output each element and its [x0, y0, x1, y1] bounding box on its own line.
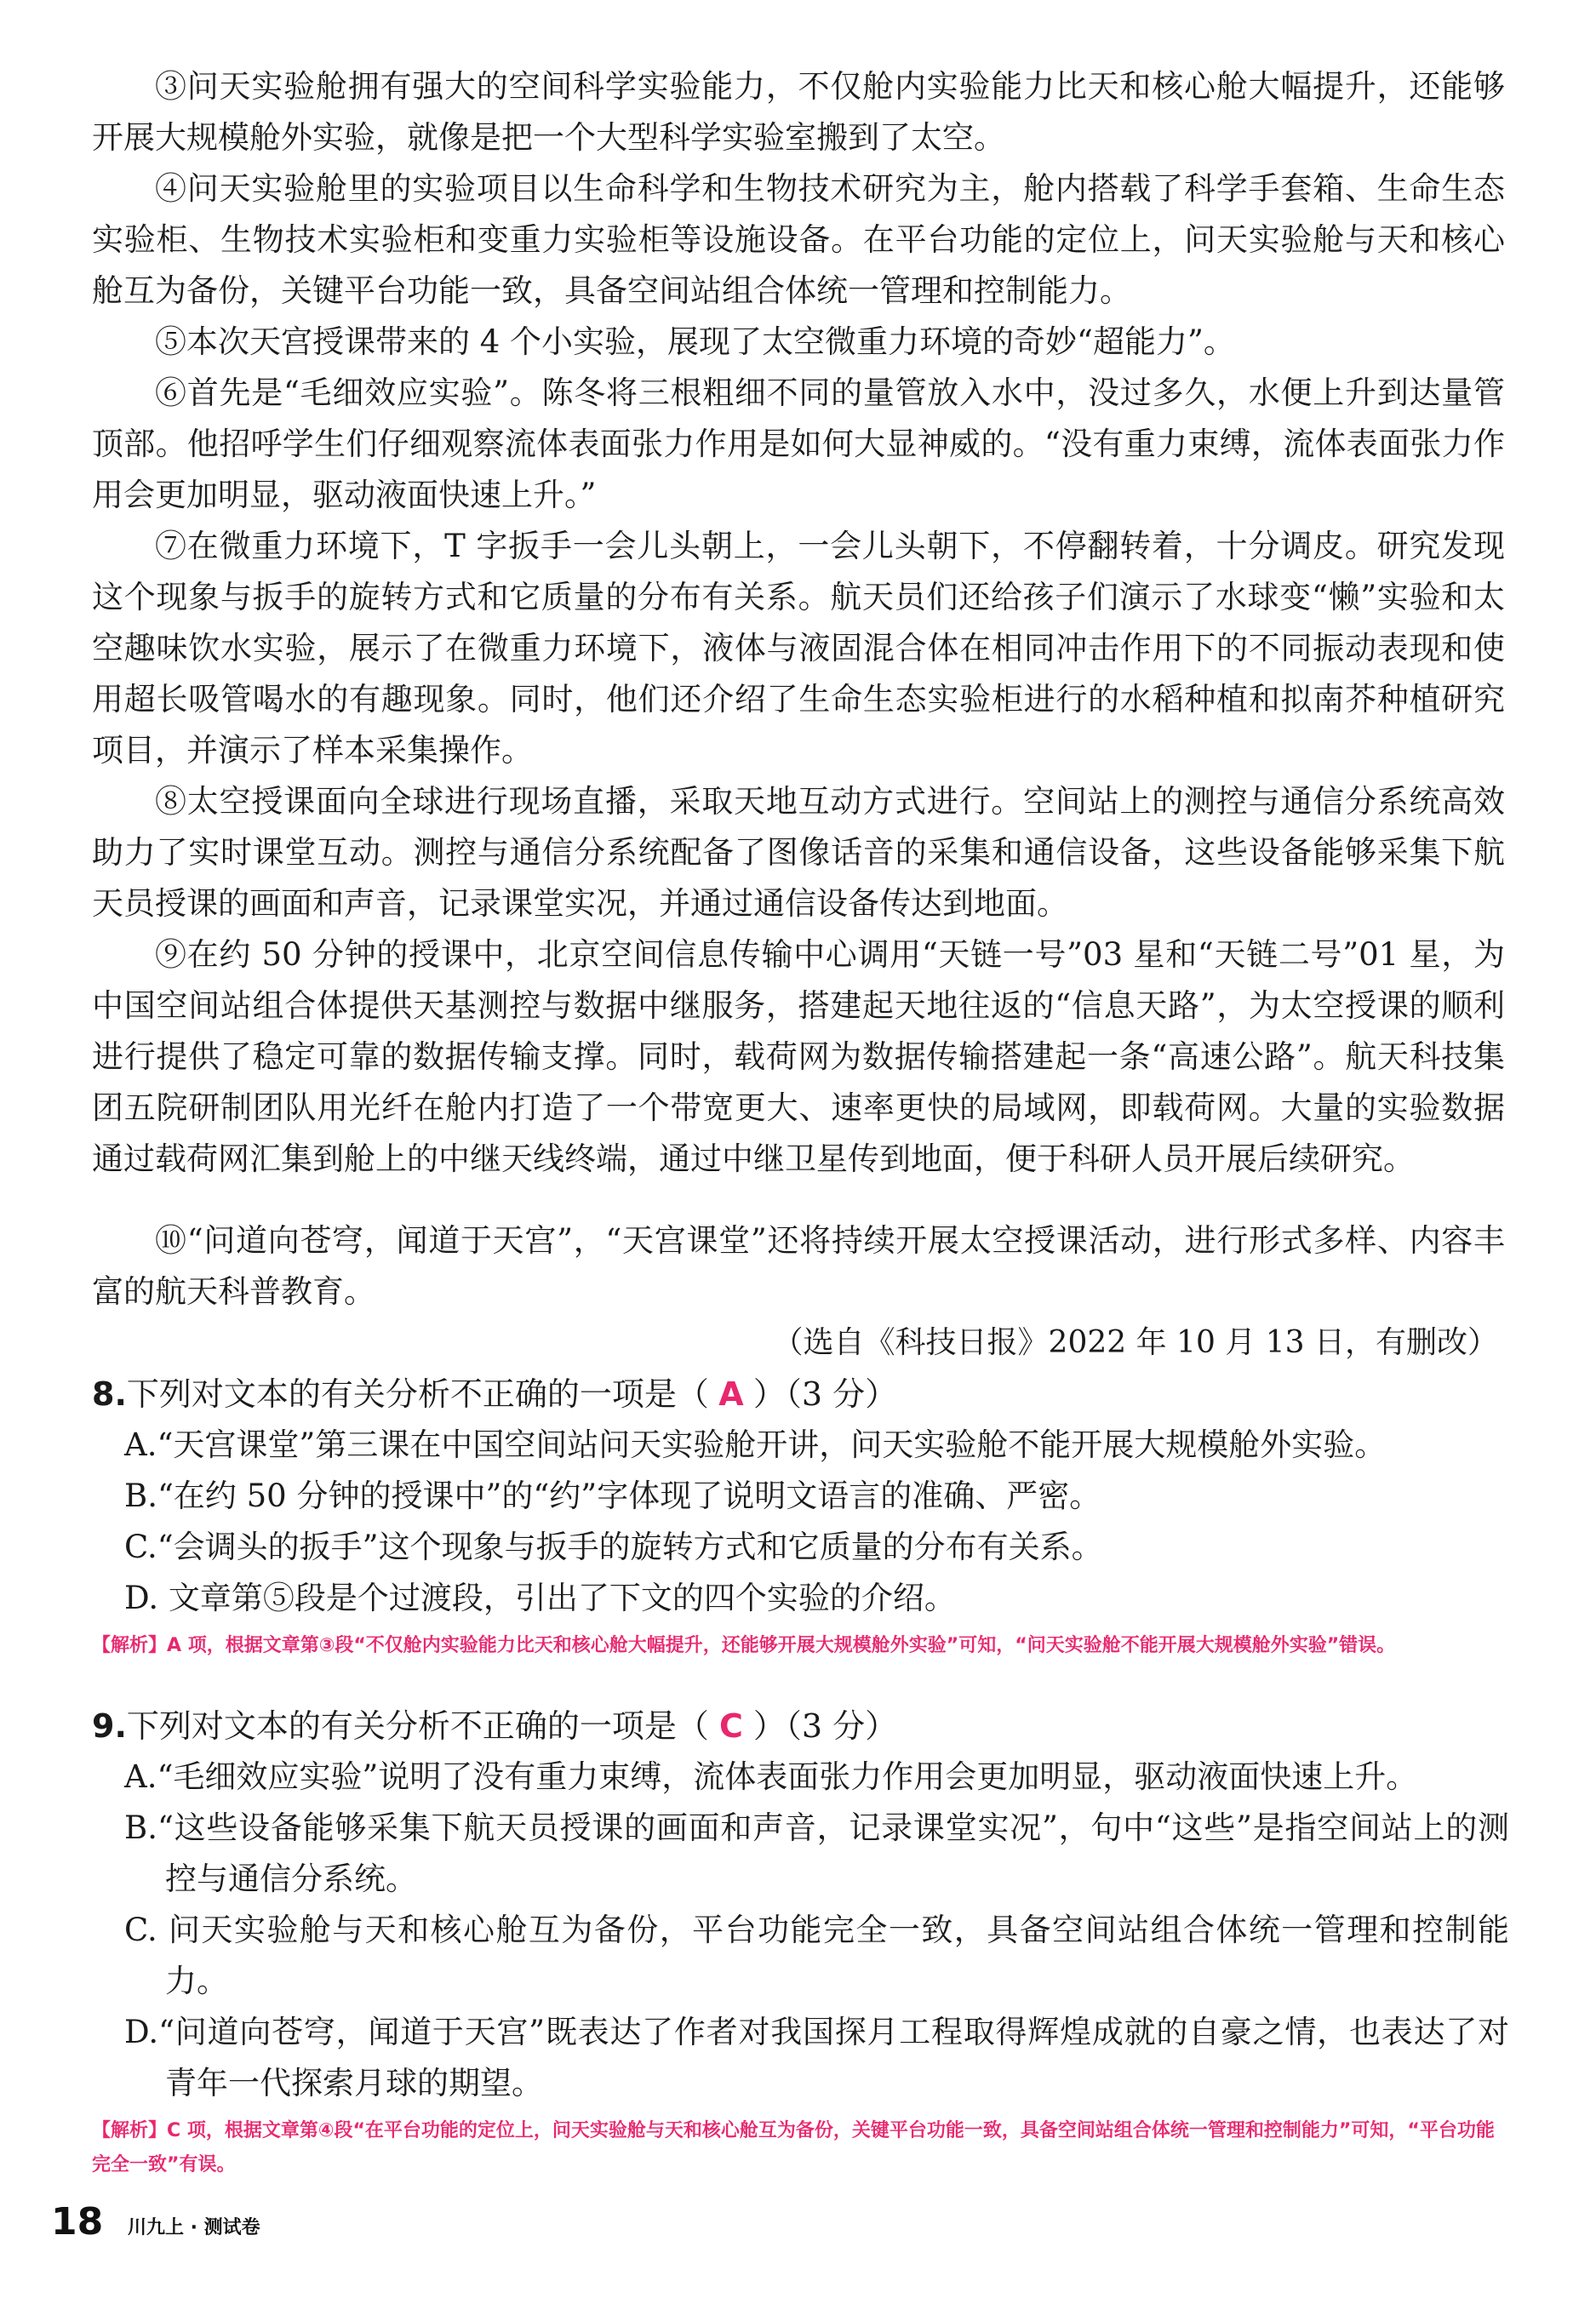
explanation-text: C 项，根据文章第④段“在平台功能的定位上，问天实验舱与天和核心舱互为备份，关键平台功能一致，具备空间站组合体统一管理和控制能力”可知，“平台功能完全一致”有误。	[92, 2120, 1495, 2175]
question-stem	[92, 1701, 1509, 1752]
paragraph-9: ⑨在约 50 分钟的授课中，北京空间信息传输中心调用“天链一号”03 星和“天链二号”01 星，为中国空间站组合体提供天基测控与数据中继服务，搭建起天地往返的“信息天路”，为太空授课的顺利进行提供了稳定可靠的数据传输支撑。同时，载荷网为数据传输搭建起一条“高速公路”。航天科技集团五院研制团队用光纤在舱内打造了一个带宽更大、速率更快的局域网，即载荷网。大量的实验数据通过载荷网汇集到舱上的中继天线终端，通过中继卫星传到地面，便于科研人员开展后续研究。	[92, 936, 1505, 1177]
paragraph-10: ⑩“问道向苍穹，闻道于天宫”，“天宫课堂”还将持续开展太空授课活动，进行形式多样、内容丰富的航天科普教育。	[92, 1222, 1505, 1310]
option-a: A.“毛细效应实验”说明了没有重力束缚，流体表面张力作用会更加明显，驱动液面快速上升。	[124, 1758, 1418, 1795]
paragraph-7: ⑦在微重力环境下，T 字扳手一会儿头朝上，一会儿头朝下，不停翻转着，十分调皮。研究发现这个现象与扳手的旋转方式和它质量的分布有关系。航天员们还给孩子们演示了水球变“懒”实验和太空趣味饮水实验，展示了在微重力环境下，液体与液固混合体在相同冲击作用下的不同振动表现和使用超长吸管喝水的有趣现象。同时，他们还介绍了生命生态实验柜进行的水稻种植和拟南芥种植研究项目，并演示了样本采集操作。	[92, 528, 1505, 769]
question-number: 9.	[92, 1707, 127, 1745]
question-stem-text: 下列对文本的有关分析不正确的一项是（	[126, 1707, 709, 1745]
option-a: A.“天宫课堂”第三课在中国空间站问天实验舱开讲，问天实验舱不能开展大规模舱外实验。	[124, 1426, 1387, 1463]
answer-mark: A	[718, 1375, 744, 1413]
option-c: C.“会调头的扳手”这个现象与扳手的旋转方式和它质量的分布有关系。	[124, 1529, 1103, 1565]
answer-mark: C	[718, 1707, 743, 1745]
option-d: D. 文章第⑤段是个过渡段，引出了下文的四个实验的介绍。	[124, 1580, 956, 1616]
paragraph-3: ③问天实验舱拥有强大的空间科学实验能力，不仅舱内实验能力比天和核心舱大幅提升，还能够开展大规模舱外实验，就像是把一个大型科学实验室搬到了太空。	[92, 68, 1505, 156]
paragraph-5: ⑤本次天宫授课带来的 4 个小实验，展现了太空微重力环境的奇妙“超能力”。	[155, 323, 1235, 360]
option-d: D.“问道向苍穹，闻道于天宫”既表达了作者对我国探月工程取得辉煌成就的自豪之情，也表达了对青年一代探索月球的期望。	[124, 2014, 1509, 2101]
explanation-tag: 【解析】	[92, 2120, 168, 2141]
option-b: B.“这些设备能够采集下航天员授课的画面和声音，记录课堂实况”，句中“这些”是指空间站上的测控与通信分系统。	[124, 1809, 1509, 1897]
source-citation: （选自《科技日报》2022 年 10 月 13 日，有删改）	[772, 1325, 1498, 1360]
question-stem-text: 下列对文本的有关分析不正确的一项是（	[126, 1375, 709, 1413]
question-8	[92, 1369, 1509, 1663]
page-number: 18	[51, 2200, 104, 2244]
explanation	[92, 1629, 1509, 1663]
question-stem	[92, 1369, 1509, 1420]
explanation-tag: 【解析】	[92, 1635, 168, 1656]
paragraph-8: ⑧太空授课面向全球进行现场直播，采取天地互动方式进行。空间站上的测控与通信分系统高效助力了实时课堂互动。测控与通信分系统配备了图像话音的采集和通信设备，这些设备能够采集下航天员授课的画面和声音，记录课堂实况，并通过通信设备传达到地面。	[92, 783, 1505, 922]
question-points: ）（3 分）	[752, 1707, 898, 1745]
question-number: 8.	[92, 1375, 127, 1413]
explanation-text: A 项，根据文章第③段“不仅舱内实验能力比天和核心舱大幅提升，还能够开展大规模舱外实验”可知，“问天实验舱不能开展大规模舱外实验”错误。	[167, 1635, 1396, 1656]
footer-label: 川九上 · 测试卷	[128, 2217, 260, 2238]
paragraph-6: ⑥首先是“毛细效应实验”。陈冬将三根粗细不同的量管放入水中，没过多久，水便上升到达量管顶部。他招呼学生们仔细观察流体表面张力作用是如何大显神威的。“没有重力束缚，流体表面张力作用会更加明显，驱动液面快速上升。”	[92, 374, 1505, 513]
question-9	[92, 1701, 1509, 2182]
paragraph-4: ④问天实验舱里的实验项目以生命科学和生物技术研究为主，舱内搭载了科学手套箱、生命生态实验柜、生物技术实验柜和变重力实验柜等设施设备。在平台功能的定位上，问天实验舱与天和核心舱互为备份，关键平台功能一致，具备空间站组合体统一管理和控制能力。	[92, 170, 1505, 309]
explanation	[92, 2114, 1509, 2182]
question-points: ）（3 分）	[752, 1375, 898, 1413]
option-b: B.“在约 50 分钟的授课中”的“约”字体现了说明文语言的准确、严密。	[124, 1478, 1101, 1514]
option-c: C. 问天实验舱与天和核心舱互为备份，平台功能完全一致，具备空间站组合体统一管理和控制能力。	[124, 1912, 1509, 1999]
